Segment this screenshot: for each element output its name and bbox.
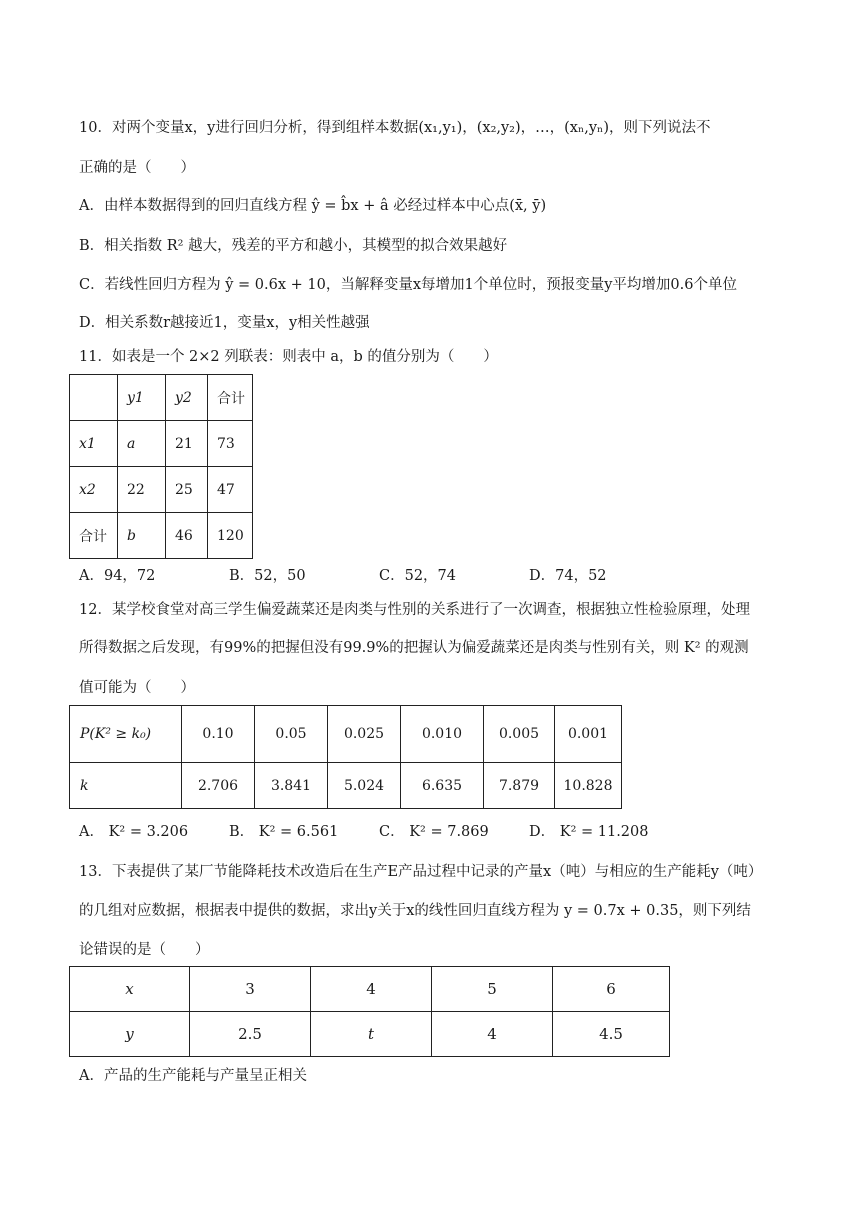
table-cell: 2.5 bbox=[190, 1012, 311, 1057]
q12-option-b: B． K² = 6.561 bbox=[229, 824, 339, 840]
q13-stem-line3: 论错误的是（ ） bbox=[79, 942, 210, 958]
q12-option-c: C． K² = 7.869 bbox=[379, 824, 489, 840]
q12-critical-value-table bbox=[69, 705, 622, 809]
table-cell: 7.879 bbox=[484, 763, 555, 809]
table-cell: y2 bbox=[166, 375, 208, 421]
q10-option-a: A．由样本数据得到的回归直线方程 ŷ = b̂x + â 必经过样本中心点(x̄, ȳ) bbox=[79, 198, 547, 214]
q12-stem-line3: 值可能为（ ） bbox=[79, 680, 195, 696]
table-cell: t bbox=[311, 1012, 432, 1057]
table-cell: 10.828 bbox=[555, 763, 622, 809]
table-cell: 合计 bbox=[70, 513, 118, 559]
table-cell: 73 bbox=[208, 421, 253, 467]
table-cell: 25 bbox=[166, 467, 208, 513]
table-cell bbox=[70, 375, 118, 421]
q12-option-d: D． K² = 11.208 bbox=[529, 824, 649, 840]
table-cell: 4 bbox=[311, 967, 432, 1012]
table-cell: 2.706 bbox=[182, 763, 255, 809]
table-cell: 3.841 bbox=[255, 763, 328, 809]
table-cell: 合计 bbox=[208, 375, 253, 421]
table-cell: 4.5 bbox=[553, 1012, 670, 1057]
table-cell: 5.024 bbox=[328, 763, 401, 809]
q11-option-a: A．94，72 bbox=[79, 568, 156, 584]
table-cell: y1 bbox=[118, 375, 166, 421]
table-cell: x bbox=[70, 967, 190, 1012]
table-cell: 0.005 bbox=[484, 706, 555, 763]
table-cell: 21 bbox=[166, 421, 208, 467]
q10-stem-line2: 正确的是（ ） bbox=[79, 160, 195, 176]
table-cell: 3 bbox=[190, 967, 311, 1012]
q11-stem: 11．如表是一个 2×2 列联表：则表中 a，b 的值分别为（ ） bbox=[79, 349, 498, 365]
table-cell: x1 bbox=[70, 421, 118, 467]
q11-contingency-table bbox=[69, 374, 253, 559]
table-cell: 22 bbox=[118, 467, 166, 513]
table-cell: 0.025 bbox=[328, 706, 401, 763]
table-cell: y bbox=[70, 1012, 190, 1057]
q11-option-c: C．52，74 bbox=[379, 568, 456, 584]
q10-stem-line1: 10．对两个变量x，y进行回归分析，得到组样本数据(x₁,y₁)，(x₂,y₂)，…，(xₙ,yₙ)，则下列说法不 bbox=[79, 120, 711, 136]
table-cell: 46 bbox=[166, 513, 208, 559]
q12-stem-line2: 所得数据之后发现，有99%的把握但没有99.9%的把握认为偏爱蔬菜还是肉类与性别有关，则 K² 的观测 bbox=[79, 640, 749, 656]
table-cell: 5 bbox=[432, 967, 553, 1012]
table-cell: 0.10 bbox=[182, 706, 255, 763]
table-cell: 47 bbox=[208, 467, 253, 513]
q12-stem-line1: 12．某学校食堂对高三学生偏爱蔬菜还是肉类与性别的关系进行了一次调查，根据独立性检验原理，处理 bbox=[79, 602, 750, 618]
table-cell: 0.010 bbox=[401, 706, 484, 763]
table-cell: 120 bbox=[208, 513, 253, 559]
table-cell: 0.001 bbox=[555, 706, 622, 763]
table-cell: 6 bbox=[553, 967, 670, 1012]
q12-option-a: A． K² = 3.206 bbox=[79, 824, 189, 840]
table-cell: k bbox=[70, 763, 182, 809]
q10-option-b: B．相关指数 R² 越大，残差的平方和越小，其模型的拟合效果越好 bbox=[79, 238, 508, 254]
table-cell: a bbox=[118, 421, 166, 467]
q13-stem-line2: 的几组对应数据，根据表中提供的数据，求出y关于x的线性回归直线方程为 y = 0.7x + 0.35，则下列结 bbox=[79, 903, 751, 919]
table-cell: b bbox=[118, 513, 166, 559]
q10-option-c: C．若线性回归方程为 ŷ = 0.6x + 10，当解释变量x每增加1个单位时，预报变量y平均增加0.6个单位 bbox=[79, 277, 737, 293]
q10-option-d: D．相关系数r越接近1，变量x，y相关性越强 bbox=[79, 315, 370, 331]
q11-option-d: D．74，52 bbox=[529, 568, 607, 584]
q11-option-b: B．52，50 bbox=[229, 568, 306, 584]
table-cell: 6.635 bbox=[401, 763, 484, 809]
table-cell: x2 bbox=[70, 467, 118, 513]
table-cell: 4 bbox=[432, 1012, 553, 1057]
table-cell: 0.05 bbox=[255, 706, 328, 763]
q13-option-a: A．产品的生产能耗与产量呈正相关 bbox=[79, 1068, 307, 1084]
q13-stem-line1: 13．下表提供了某厂节能降耗技术改造后在生产E产品过程中记录的产量x（吨）与相应的生产能耗y（吨） bbox=[79, 864, 763, 880]
table-cell: P(K² ≥ k₀) bbox=[70, 706, 182, 763]
q13-data-table bbox=[69, 966, 670, 1057]
